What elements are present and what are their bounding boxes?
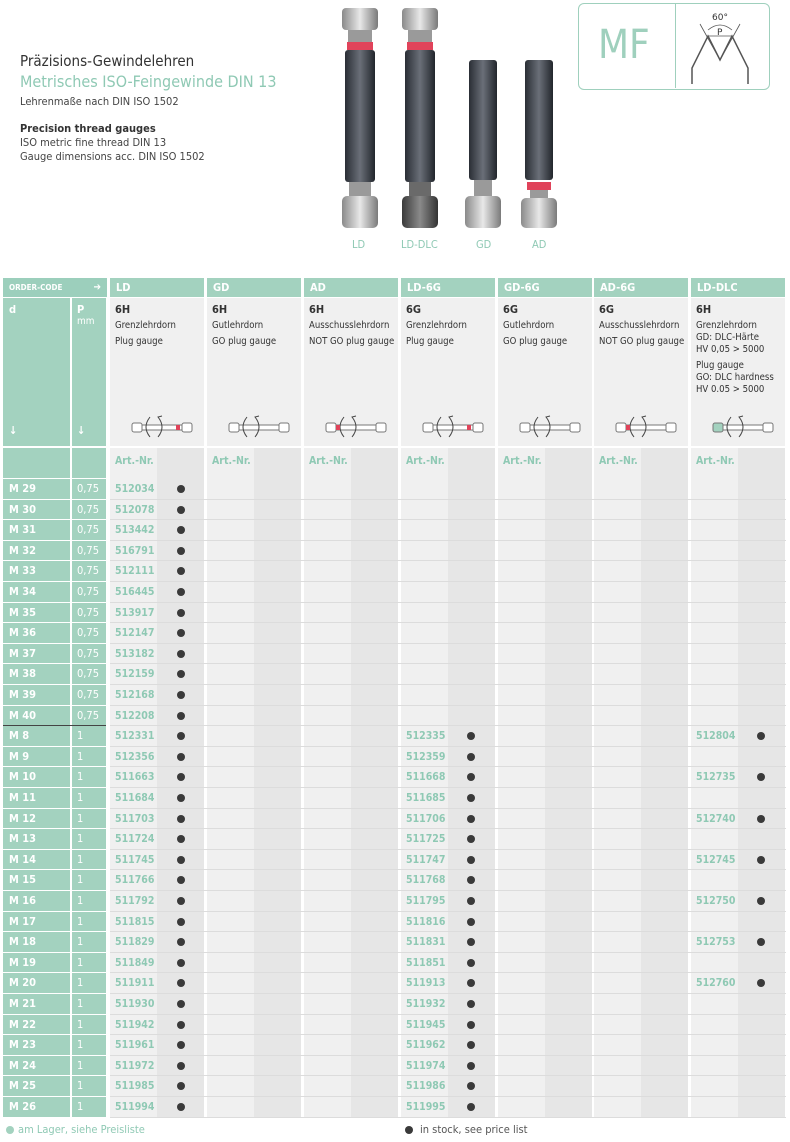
- art-nr-ld: 512168: [115, 689, 155, 701]
- art-col-bg: [594, 448, 641, 1117]
- art-nr-ld: 511972: [115, 1059, 155, 1072]
- row-p: 1: [72, 850, 106, 870]
- title-de-note: Lehrenmaße nach DIN ISO 1502: [20, 95, 179, 108]
- row-divider: [110, 705, 786, 706]
- row-p: 1: [72, 953, 106, 973]
- row-d: M 33: [3, 561, 70, 581]
- art-nr-ld-6g: 511932: [406, 998, 446, 1010]
- art-nr-label: Art.-Nr.: [309, 455, 348, 467]
- stock-dot: [467, 1021, 475, 1029]
- row-p: 0,75: [72, 582, 106, 602]
- group-desc-en: GO plug gauge: [503, 336, 568, 347]
- row-d: M 9: [3, 747, 70, 767]
- group-header-ld: LD: [110, 278, 204, 297]
- row-p: 1: [72, 973, 106, 993]
- row-divider: [110, 890, 786, 891]
- art-nr-ld: 513917: [115, 606, 155, 619]
- stock-dot: [177, 506, 185, 514]
- row-p: 0,75: [72, 706, 106, 726]
- row-d: M 23: [3, 1035, 70, 1055]
- row-divider: [110, 766, 786, 767]
- stock-dot: [467, 897, 475, 905]
- art-nr-ld: 512208: [115, 709, 155, 722]
- legend-en: in stock, see price list: [420, 1123, 528, 1136]
- row-p: 0,75: [72, 685, 106, 705]
- group-desc-en: NOT GO plug gauge: [309, 336, 395, 347]
- group-desc-en: GO plug gauge: [212, 336, 277, 347]
- row-divider: [110, 787, 786, 788]
- art-nr-ld: 512159: [115, 668, 155, 681]
- group-desc-en: Plug gauge: [115, 336, 163, 347]
- pitch-group-divider: [3, 725, 106, 726]
- row-p: 1: [72, 1076, 106, 1096]
- col-d-header: [3, 298, 70, 446]
- stock-dot: [177, 609, 185, 617]
- stock-col-bg: [738, 448, 785, 1117]
- art-nr-ld: 511930: [115, 998, 155, 1010]
- art-nr-ld: 511942: [115, 1018, 155, 1031]
- art-nr-label: Art.-Nr.: [212, 455, 251, 467]
- row-p: 0,75: [72, 520, 106, 540]
- art-nr-ld-dlc: 512745: [696, 853, 736, 866]
- art-nr-label: Art.-Nr.: [599, 455, 638, 467]
- gauge-label-ld: LD: [352, 238, 366, 251]
- art-nr-ld-6g: 511816: [406, 915, 446, 928]
- row-p: 0,75: [72, 603, 106, 623]
- group-desc-de: Grenzlehrdorn: [406, 320, 467, 331]
- art-header-d-cell: [3, 448, 70, 478]
- art-nr-ld-6g: 511685: [406, 792, 446, 804]
- row-d: M 22: [3, 1015, 70, 1035]
- row-divider: [110, 725, 786, 726]
- plug-gauge-rotation-icon: [411, 412, 495, 442]
- stock-dot: [757, 897, 765, 905]
- row-d: M 24: [3, 1056, 70, 1076]
- gauge-gd-image: [465, 60, 501, 228]
- col-d-label: d: [9, 303, 17, 316]
- art-nr-ld-6g: 511913: [406, 977, 446, 990]
- group-desc-de: Gutlehrdorn: [503, 320, 555, 331]
- row-d: M 32: [3, 541, 70, 561]
- row-p: 1: [72, 726, 106, 746]
- group-desc-en: NOT GO plug gauge: [599, 336, 685, 347]
- art-nr-ld-dlc: 512740: [696, 812, 736, 825]
- art-nr-ld-6g: 511795: [406, 895, 446, 907]
- row-d: M 35: [3, 603, 70, 623]
- row-d: M 8: [3, 726, 70, 746]
- gauge-ad-image: [521, 60, 557, 228]
- stock-dot: [177, 485, 185, 493]
- stock-dot: [177, 547, 185, 555]
- plug-gauge-rotation-icon: [314, 412, 398, 442]
- group-desc-ld-6g: [401, 298, 495, 446]
- row-divider: [110, 1096, 786, 1097]
- row-p: 1: [72, 891, 106, 911]
- row-p: 1: [72, 788, 106, 808]
- group-desc-en3: GO: DLC hardness: [696, 372, 774, 383]
- row-p: 1: [72, 767, 106, 787]
- row-p: 0,75: [72, 541, 106, 561]
- row-d: M 15: [3, 870, 70, 890]
- row-d: M 31: [3, 520, 70, 540]
- row-divider: [110, 746, 786, 747]
- group-tolerance: 6H: [309, 303, 325, 316]
- row-d: M 16: [3, 891, 70, 911]
- stock-dot: [467, 959, 475, 967]
- row-p: 0,75: [72, 561, 106, 581]
- art-col-bg: [304, 448, 351, 1117]
- art-nr-ld: 511985: [115, 1080, 155, 1093]
- art-nr-label: Art.-Nr.: [696, 455, 735, 467]
- row-d: M 36: [3, 623, 70, 643]
- row-d: M 18: [3, 932, 70, 952]
- gauge-label-gd: GD: [476, 238, 492, 251]
- row-d: M 26: [3, 1097, 70, 1117]
- thread-profile-icon: [680, 6, 764, 86]
- plug-gauge-rotation-icon: [217, 412, 301, 442]
- row-divider: [110, 663, 786, 664]
- col-p-label: P: [77, 303, 85, 316]
- plug-gauge-rotation-icon: [701, 412, 785, 442]
- art-nr-label: Art.-Nr.: [115, 455, 154, 467]
- row-p: 0,75: [72, 479, 106, 499]
- row-divider: [110, 622, 786, 623]
- row-p: 1: [72, 1097, 106, 1117]
- group-desc-de: Ausschusslehrdorn: [599, 320, 680, 331]
- group-tolerance: 6G: [406, 303, 422, 316]
- art-nr-ld-6g: 511986: [406, 1080, 446, 1093]
- row-d: M 25: [3, 1076, 70, 1096]
- title-de-sub: Metrisches ISO-Feingewinde DIN 13: [20, 72, 277, 91]
- art-nr-ld: 516791: [115, 544, 155, 557]
- art-header-p-cell: [72, 448, 106, 478]
- row-divider: [110, 869, 786, 870]
- row-divider: [110, 972, 786, 973]
- row-divider: [110, 952, 786, 953]
- legend-dot-en: [405, 1126, 413, 1134]
- art-nr-ld-6g: 511945: [406, 1018, 446, 1031]
- row-divider: [110, 684, 786, 685]
- row-d: M 30: [3, 500, 70, 520]
- row-divider: [110, 931, 786, 932]
- group-tolerance: 6G: [503, 303, 519, 316]
- row-divider: [110, 1014, 786, 1015]
- row-p: 0,75: [72, 500, 106, 520]
- art-nr-ld-6g: 512335: [406, 730, 446, 743]
- group-desc-de: Gutlehrdorn: [212, 320, 264, 331]
- group-tolerance: 6H: [115, 303, 131, 316]
- row-divider: [110, 602, 786, 603]
- row-divider: [110, 1055, 786, 1056]
- stock-dot: [467, 815, 475, 823]
- stock-dot: [177, 794, 185, 802]
- mf-badge-text: MF: [598, 22, 650, 68]
- row-p: 1: [72, 1056, 106, 1076]
- row-d: M 20: [3, 973, 70, 993]
- stock-dot: [177, 1021, 185, 1029]
- stock-dot: [757, 815, 765, 823]
- gauge-ld-dlc-image: [402, 8, 438, 228]
- row-d: M 12: [3, 809, 70, 829]
- stock-dot: [177, 1062, 185, 1070]
- mf-badge-divider: [675, 3, 676, 88]
- row-p: 1: [72, 932, 106, 952]
- group-desc-ld-dlc: [691, 298, 785, 446]
- group-desc-gd-6g: [498, 298, 592, 446]
- art-nr-ld: 513442: [115, 524, 155, 537]
- row-d: M 37: [3, 644, 70, 664]
- title-de-main: Präzisions-Gewindelehren: [20, 52, 195, 70]
- art-nr-ld: 511961: [115, 1039, 155, 1052]
- row-p: 1: [72, 809, 106, 829]
- group-desc-gd: [207, 298, 301, 446]
- art-nr-ld-dlc: 512804: [696, 730, 736, 743]
- stock-dot: [177, 1103, 185, 1111]
- art-nr-ld: 512111: [115, 565, 155, 578]
- row-divider: [110, 540, 786, 541]
- art-nr-ld: 511766: [115, 874, 155, 887]
- gauge-label-ad: AD: [532, 238, 547, 251]
- row-divider: [110, 499, 786, 500]
- group-desc-ld: [110, 298, 204, 446]
- art-nr-label: Art.-Nr.: [406, 455, 445, 467]
- art-nr-ld: 512331: [115, 730, 155, 743]
- stock-dot: [467, 918, 475, 926]
- gauge-products-illustration: [330, 0, 570, 236]
- art-nr-ld: 512147: [115, 627, 155, 640]
- art-nr-ld-6g: 511962: [406, 1039, 446, 1052]
- art-nr-ld-6g: 511668: [406, 771, 446, 784]
- stock-dot: [467, 856, 475, 864]
- art-nr-ld: 511849: [115, 956, 155, 969]
- group-header-ad-6g: AD-6G: [594, 278, 688, 297]
- art-nr-ld: 511684: [115, 792, 155, 804]
- row-divider: [110, 808, 786, 809]
- art-nr-ld: 511911: [115, 977, 155, 990]
- art-nr-ld-dlc: 512760: [696, 977, 736, 990]
- row-p: 0,75: [72, 644, 106, 664]
- row-p: 0,75: [72, 664, 106, 684]
- group-desc-de: Grenzlehrdorn: [115, 320, 176, 331]
- plug-gauge-rotation-icon: [508, 412, 592, 442]
- title-en-sub: ISO metric fine thread DIN 13: [20, 136, 167, 149]
- row-divider: [110, 581, 786, 582]
- art-nr-ld: 511815: [115, 915, 155, 928]
- stock-dot: [467, 1000, 475, 1008]
- art-nr-ld-dlc: 512753: [696, 936, 736, 949]
- stock-dot: [467, 1062, 475, 1070]
- gauge-ld-image: [342, 8, 378, 228]
- stock-dot: [177, 753, 185, 761]
- art-col-bg: [498, 448, 545, 1117]
- row-d: M 34: [3, 582, 70, 602]
- row-d: M 19: [3, 953, 70, 973]
- art-nr-ld-6g: 511974: [406, 1059, 446, 1072]
- row-divider: [110, 849, 786, 850]
- group-header-gd: GD: [207, 278, 301, 297]
- row-divider: [110, 560, 786, 561]
- order-code-label: ORDER-CODE: [9, 283, 63, 292]
- arrow-right-icon: ➔: [93, 282, 101, 293]
- group-header-ld-dlc: LD-DLC: [691, 278, 785, 297]
- art-nr-label: Art.-Nr.: [503, 455, 542, 467]
- group-desc-extra: HV 0,05 > 5000: [696, 344, 765, 355]
- row-p: 1: [72, 994, 106, 1014]
- group-desc-ad: [304, 298, 398, 446]
- stock-dot: [177, 1000, 185, 1008]
- row-p: 1: [72, 1015, 106, 1035]
- stock-dot: [177, 650, 185, 658]
- stock-dot: [177, 918, 185, 926]
- art-nr-ld: 511703: [115, 812, 155, 825]
- row-divider: [110, 828, 786, 829]
- group-desc-en: Plug gauge: [406, 336, 454, 347]
- row-p: 1: [72, 1035, 106, 1055]
- row-p: 1: [72, 870, 106, 890]
- art-nr-ld: 512356: [115, 750, 155, 763]
- art-col-bg: [207, 448, 254, 1117]
- group-desc-en4: HV 0.05 > 5000: [696, 384, 765, 395]
- group-header-gd-6g: GD-6G: [498, 278, 592, 297]
- col-p-unit: mm: [77, 316, 95, 327]
- art-nr-ld: 511724: [115, 833, 155, 846]
- group-tolerance: 6H: [212, 303, 228, 316]
- row-d: M 39: [3, 685, 70, 705]
- row-d: M 10: [3, 767, 70, 787]
- title-en-main: Precision thread gauges: [20, 122, 156, 135]
- art-nr-ld-6g: 511768: [406, 874, 446, 887]
- col-p-header: [72, 298, 106, 446]
- stock-dot: [177, 588, 185, 596]
- stock-col-bg: [545, 448, 592, 1117]
- arrow-down-icon: ↓: [9, 424, 18, 437]
- row-divider: [110, 1117, 786, 1118]
- stock-dot: [177, 815, 185, 823]
- stock-dot: [467, 753, 475, 761]
- thread-angle-label: 60°: [712, 13, 728, 23]
- stock-dot: [177, 897, 185, 905]
- art-nr-ld-dlc: 512750: [696, 895, 736, 907]
- row-p: 1: [72, 829, 106, 849]
- group-header-ld-6g: LD-6G: [401, 278, 495, 297]
- plug-gauge-rotation-icon: [120, 412, 204, 442]
- stock-col-bg: [351, 448, 398, 1117]
- group-header-ad: AD: [304, 278, 398, 297]
- art-nr-ld-dlc: 512735: [696, 771, 736, 784]
- gauge-label-ld-dlc: LD-DLC: [401, 238, 438, 251]
- art-nr-ld: 516445: [115, 586, 155, 598]
- art-nr-ld: 512078: [115, 503, 155, 516]
- row-d: M 17: [3, 912, 70, 932]
- legend-dot-de: [6, 1126, 14, 1134]
- row-divider: [110, 643, 786, 644]
- group-tolerance: 6G: [599, 303, 615, 316]
- stock-dot: [177, 959, 185, 967]
- art-nr-ld-6g: 511995: [406, 1101, 446, 1113]
- art-nr-ld-6g: 511747: [406, 853, 446, 866]
- row-divider: [110, 911, 786, 912]
- art-nr-ld: 511745: [115, 853, 155, 866]
- stock-dot: [177, 856, 185, 864]
- row-divider: [110, 1075, 786, 1076]
- art-nr-ld-6g: 511706: [406, 812, 446, 825]
- art-nr-ld-6g: 511851: [406, 956, 446, 969]
- row-divider: [110, 519, 786, 520]
- group-tolerance: 6H: [696, 303, 712, 316]
- order-code-header: [3, 278, 107, 297]
- art-nr-ld: 513182: [115, 647, 155, 660]
- art-nr-ld: 511829: [115, 936, 155, 949]
- row-p: 1: [72, 747, 106, 767]
- thread-pitch-label: P: [717, 28, 723, 38]
- row-p: 1: [72, 912, 106, 932]
- stock-col-bg: [254, 448, 301, 1117]
- row-d: M 29: [3, 479, 70, 499]
- row-d: M 14: [3, 850, 70, 870]
- art-nr-ld: 511994: [115, 1101, 155, 1113]
- stock-col-bg: [448, 448, 495, 1117]
- stock-dot: [467, 794, 475, 802]
- group-desc-de: Grenzlehrdorn: [696, 320, 757, 331]
- group-desc-en2: Plug gauge: [696, 360, 744, 371]
- row-d: M 40: [3, 706, 70, 726]
- row-d: M 13: [3, 829, 70, 849]
- arrow-down-icon: ↓: [77, 424, 86, 437]
- art-nr-ld-6g: 511831: [406, 936, 446, 949]
- art-nr-ld-6g: 511725: [406, 833, 446, 846]
- legend-de: am Lager, siehe Preisliste: [18, 1123, 145, 1136]
- group-desc-en: GD: DLC-Härte: [696, 332, 759, 343]
- stock-dot: [177, 712, 185, 720]
- stock-dot: [177, 691, 185, 699]
- stock-dot: [757, 856, 765, 864]
- row-divider: [110, 1034, 786, 1035]
- row-d: M 11: [3, 788, 70, 808]
- stock-col-bg: [641, 448, 688, 1117]
- row-d: M 38: [3, 664, 70, 684]
- art-nr-ld: 512034: [115, 483, 155, 495]
- plug-gauge-rotation-icon: [604, 412, 688, 442]
- art-nr-ld: 511663: [115, 771, 155, 784]
- group-desc-ad-6g: [594, 298, 688, 446]
- art-nr-ld-6g: 512359: [406, 750, 446, 763]
- row-divider: [110, 993, 786, 994]
- row-d: M 21: [3, 994, 70, 1014]
- title-en-note: Gauge dimensions acc. DIN ISO 1502: [20, 150, 205, 163]
- art-nr-ld: 511792: [115, 895, 155, 907]
- stock-dot: [467, 1103, 475, 1111]
- row-p: 0,75: [72, 623, 106, 643]
- group-desc-de: Ausschusslehrdorn: [309, 320, 390, 331]
